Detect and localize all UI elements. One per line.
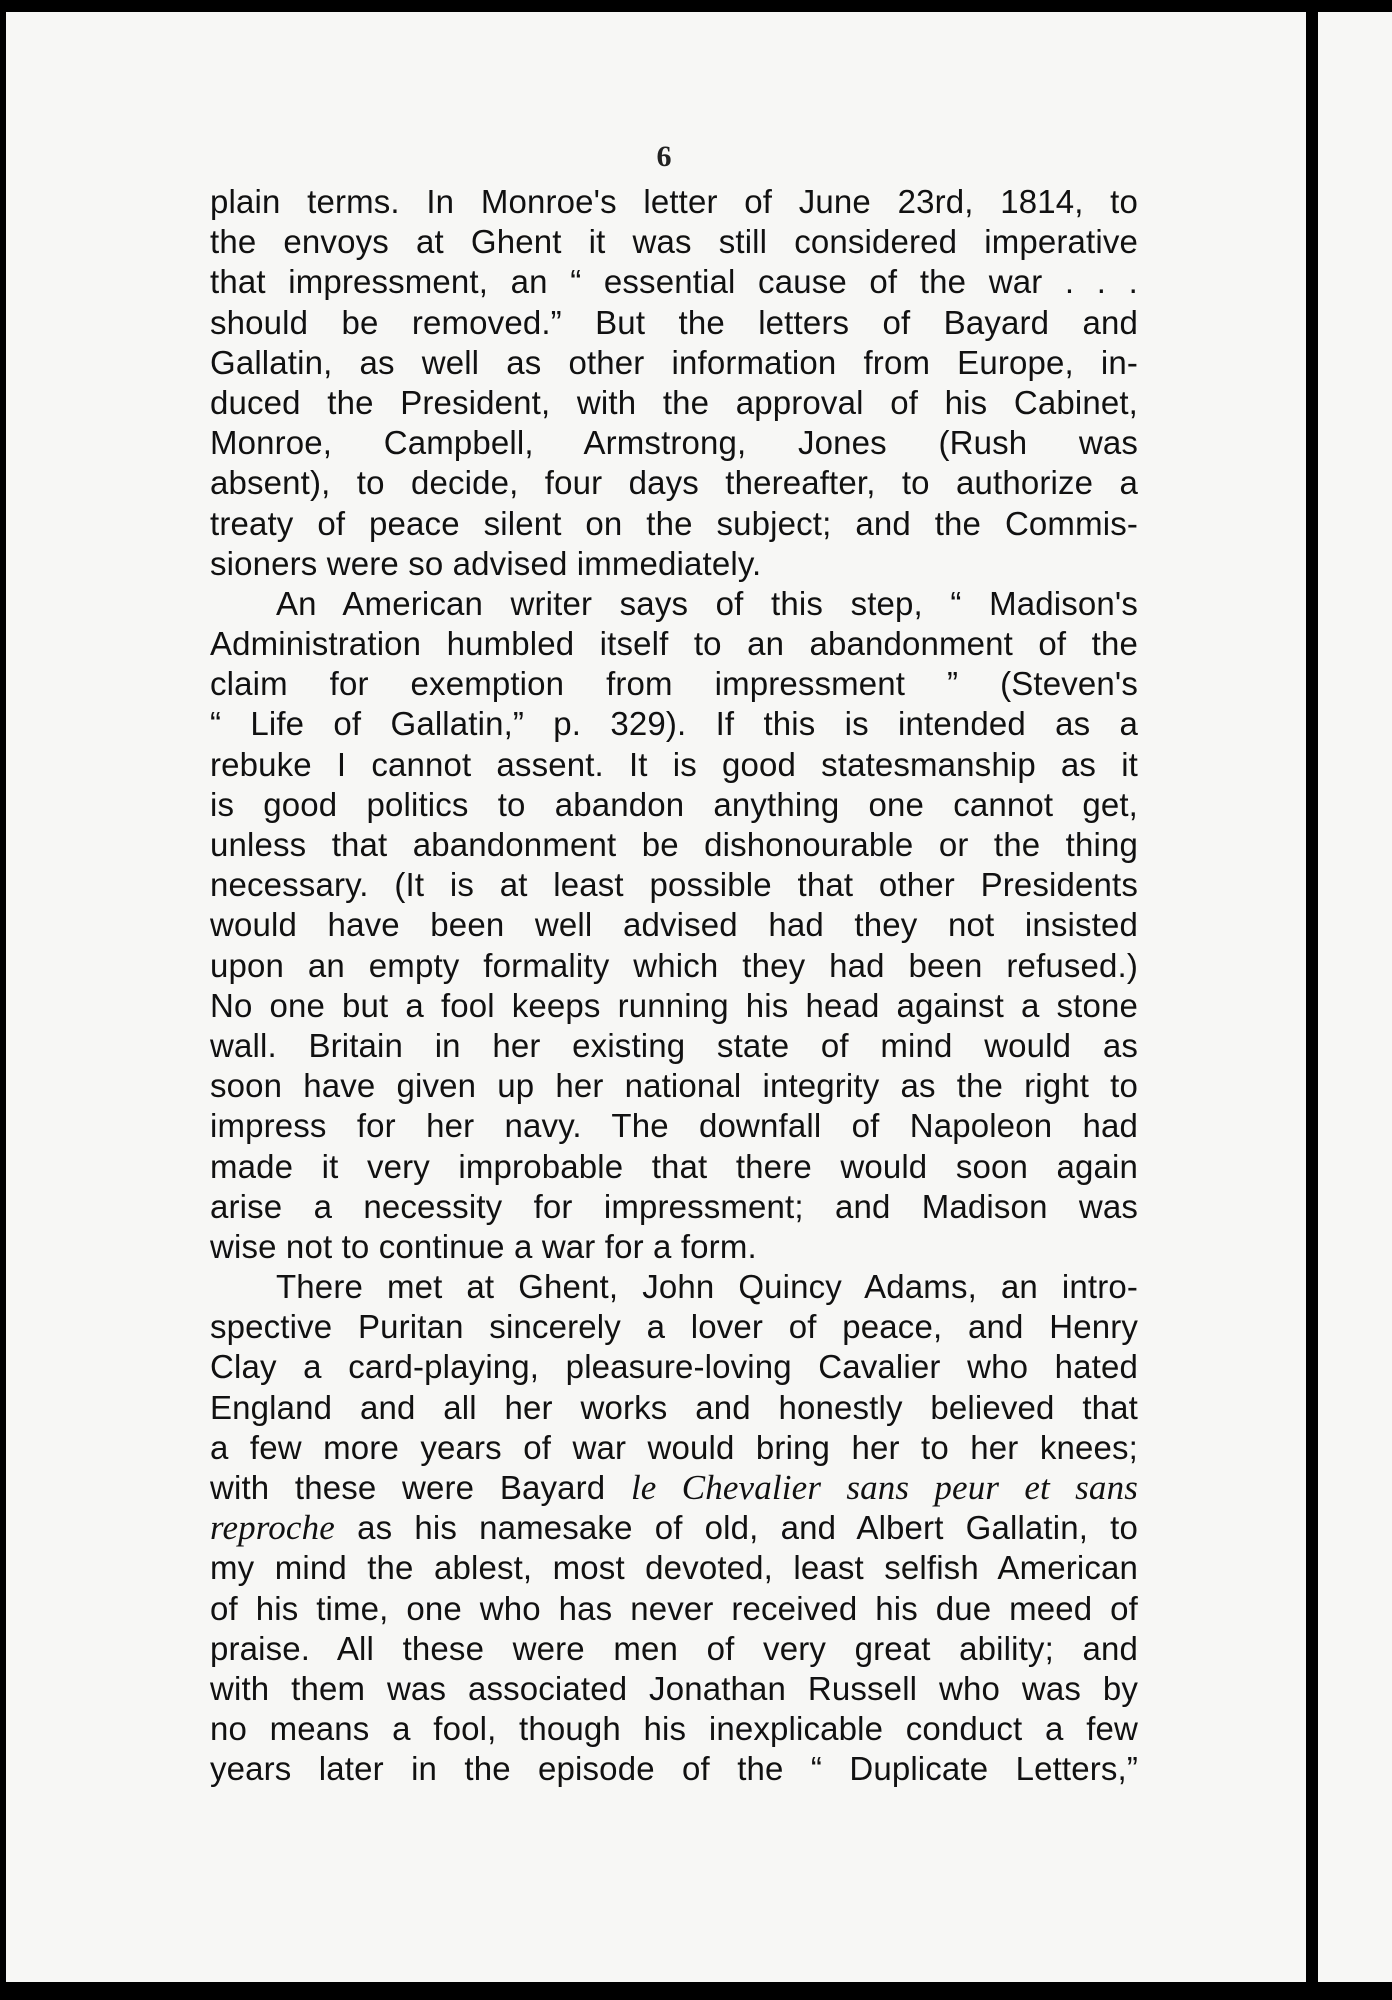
text-line: wise not to continue a war for a form. bbox=[210, 1227, 757, 1265]
text-line: England and all her works and honestly believed that bbox=[210, 1388, 1138, 1426]
text-line: Clay a card-playing, pleasure-loving Cavalier who hated bbox=[210, 1348, 1138, 1386]
text-line: upon an empty formality which they had been refused.) bbox=[210, 946, 1138, 984]
italic-phrase: le Chevalier sans peur et sans bbox=[630, 1468, 1138, 1507]
italic-phrase: reproche bbox=[210, 1508, 335, 1548]
text-line: no means a fool, though his inexplicable conduct a few bbox=[210, 1710, 1138, 1748]
text-line: wall. Britain in her existing state of mind would as bbox=[210, 1026, 1138, 1064]
paragraph-start-line: There met at Ghent, John Quincy Adams, an intro- bbox=[276, 1268, 1138, 1306]
text-line: spective Puritan sincerely a lover of peace, and Henry bbox=[210, 1308, 1138, 1346]
text-segment: with these were Bayard bbox=[210, 1469, 631, 1506]
text-line: with them was associated Jonathan Russell who was by bbox=[210, 1669, 1138, 1707]
text-line: a few more years of war would bring her to her knees; bbox=[210, 1428, 1138, 1466]
facing-page-edge bbox=[1318, 12, 1392, 1982]
text-line: No one but a fool keeps running his head against a stone bbox=[210, 986, 1138, 1024]
text-line: Monroe, Campbell, Armstrong, Jones (Rush was bbox=[210, 424, 1138, 462]
text-line: rebuke I cannot assent. It is good statesmanship as it bbox=[210, 745, 1138, 783]
text-line: plain terms. In Monroe's letter of June 23rd, 1814, to bbox=[210, 183, 1138, 220]
text-line: would have been well advised had they not insisted bbox=[210, 906, 1138, 944]
text-line: that impressment, an “ essential cause of the war . . . bbox=[210, 263, 1138, 301]
text-line bbox=[210, 1508, 1138, 1548]
text-line: Administration humbled itself to an abandonment of the bbox=[210, 625, 1138, 663]
text-segment: as his namesake of old, and Albert Gallatin, to bbox=[334, 1509, 1138, 1547]
text-line: arise a necessity for impressment; and Madison was bbox=[210, 1187, 1138, 1225]
text-line: praise. All these were men of very great ability; and bbox=[210, 1629, 1138, 1667]
text-line: duced the President, with the approval of his Cabinet, bbox=[210, 383, 1138, 421]
body-text bbox=[210, 182, 1138, 1790]
text-line: necessary. (It is at least possible that other Presidents bbox=[210, 866, 1138, 904]
text-line: Gallatin, as well as other information from Europe, in- bbox=[210, 343, 1138, 381]
text-line: absent), to decide, four days thereafter, to authorize a bbox=[210, 464, 1138, 502]
text-line: years later in the episode of the “ Duplicate Letters,” bbox=[210, 1750, 1138, 1788]
text-line: should be removed.” But the letters of Bayard and bbox=[210, 303, 1138, 341]
text-line: unless that abandonment be dishonourable or the thing bbox=[210, 826, 1138, 863]
text-line: treaty of peace silent on the subject; and the Commis- bbox=[210, 504, 1138, 542]
text-line: sioners were so advised immediately. bbox=[210, 544, 762, 582]
text-line: soon have given up her national integrity as the right to bbox=[210, 1067, 1138, 1105]
text-line: the envoys at Ghent it was still considered imperative bbox=[210, 223, 1138, 261]
paragraph-start-line: An American writer says of this step, “ Madison's bbox=[276, 584, 1138, 622]
text-line: of his time, one who has never received his due meed of bbox=[210, 1589, 1138, 1627]
text-line bbox=[210, 1468, 1138, 1508]
text-line: claim for exemption from impressment ” (Steven's bbox=[210, 665, 1138, 703]
page-number: 6 bbox=[656, 140, 672, 173]
text-line: made it very improbable that there would soon again bbox=[210, 1147, 1138, 1185]
text-line: is good politics to abandon anything one cannot get, bbox=[210, 785, 1138, 823]
text-line: “ Life of Gallatin,” p. 329). If this is intended as a bbox=[210, 705, 1138, 743]
text-line: impress for her navy. The downfall of Napoleon had bbox=[210, 1107, 1138, 1145]
text-line: my mind the ablest, most devoted, least selfish American bbox=[210, 1549, 1138, 1587]
